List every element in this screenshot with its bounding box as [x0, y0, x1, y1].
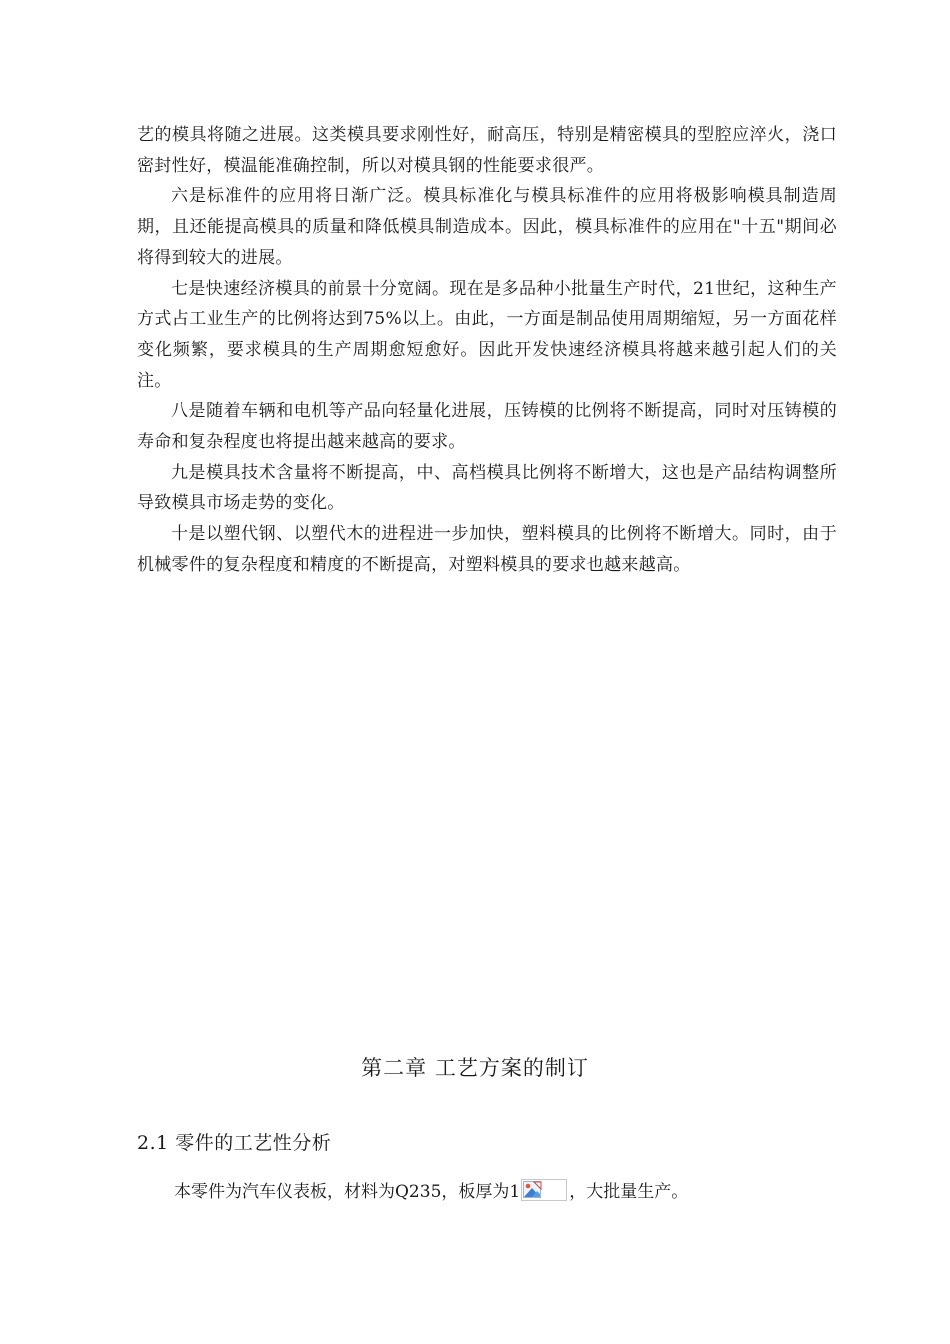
chapter-title: 第二章 工艺方案的制订: [361, 1056, 589, 1080]
paragraph-item-six: 六是标准件的应用将日渐广泛。模具标准化与模具标准件的应用将极影响模具制造周期，且还能提高模具的质量和降低模具制造成本。因此，模具标准件的应用在"十五"期间必将得到较大的进展。: [137, 186, 837, 268]
part-description: [174, 1177, 688, 1207]
part-description-end: ，大批量生产。: [569, 1182, 689, 1202]
body-text: [137, 120, 837, 581]
broken-image-icon: [521, 1179, 567, 1201]
paragraph-item-seven: 七是快速经济模具的前景十分宽阔。现在是多品种小批量生产时代，21世纪，这种生产方式占工业生产的比例将达到75%以上。由此，一方面是制品使用周期缩短，另一方面花样变化频繁，要求模具的生产周期愈短愈好。因此开发快速经济模具将越来越引起人们的关注。: [137, 278, 837, 391]
paragraph-item-nine: 九是模具技术含量将不断提高，中、高档模具比例将不断增大，这也是产品结构调整所导致模具市场走势的变化。: [137, 462, 837, 514]
section-heading: 2.1 零件的工艺性分析: [137, 1132, 332, 1154]
part-description-start: 本零件为汽车仪表板，材料为Q235，板厚为1: [174, 1182, 521, 1202]
paragraph-item-eight: 八是随着车辆和电机等产品向轻量化进展，压铸模的比例将不断提高，同时对压铸模的寿命和复杂程度也将提出越来越高的要求。: [137, 401, 837, 453]
paragraph-item-ten: 十是以塑代钢、以塑代木的进程进一步加快，塑料模具的比例将不断增大。同时，由于机械零件的复杂程度和精度的不断提高，对塑料模具的要求也越来越高。: [137, 524, 837, 575]
paragraph-continuation: 艺的模具将随之进展。这类模具要求刚性好，耐高压，特别是精密模具的型腔应淬火，浇口密封性好，模温能准确控制，所以对模具钢的性能要求很严。: [137, 125, 837, 176]
